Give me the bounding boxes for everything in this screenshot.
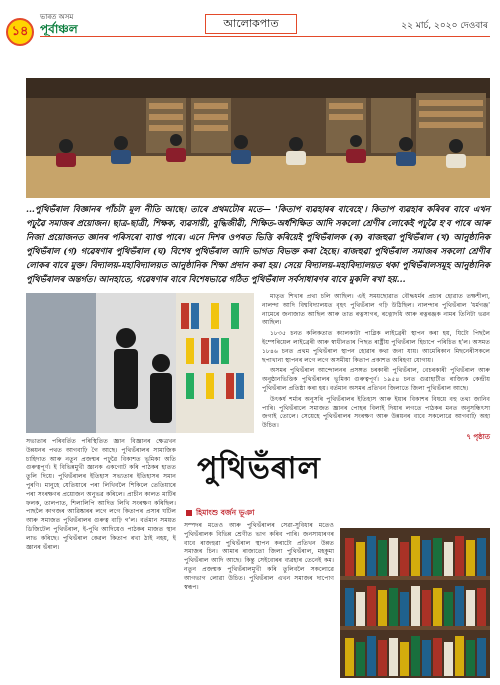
masthead xyxy=(40,14,78,35)
right-paragraph: মাতৃত শিখাৰ প্ৰথা চলি আছিল। এই সময়ছোৱাত বৌদ্ধধৰ্মৰ প্ৰচাৰ হোৱাত তক্ষশীলা, নালন্দা আদি বিশ্ববিদ্যালয়ত বৃহৎ পুথিভঁৰাল গঢ়ি উঠিছিল। নালন্দাৰ পুথিভঁৰাল 'ধৰ্মগঞ্জ' নামেৰে জনাজাত আছিল আৰু তাত ৰত্নসাগৰ, ৰত্নোদধি আৰু ৰত্নৰঞ্জক নামৰ তিনিটা ভৱন আছিল। xyxy=(262,293,490,327)
article-middle-column: সম্পদৰ মতেও আৰু পুথিভঁৰালৰ সেৱা-সুবিধাৰ মতেও পুথিভঁৰালক বিভিন্ন শ্ৰেণীত ভাগ কৰিব পাৰি। জনসাধাৰণৰ বাবে ৰাজহুৱা পুথিভঁৰাল স্থাপন কৰাটো প্ৰতিখন উন্নত সমাজৰ চিন। আমাৰ ৰাজ্যতো জিলা পুথিভঁৰাল, মহকুমা পুথিভঁৰাল আদি আছে। কিন্তু সেইবোৰৰ ব্যৱহাৰ তেনেই কম। নতুন প্ৰজন্মক পুথিভঁৰালমুখী কৰি তুলিবলৈ সকলোৱে আগভাগ লোৱা উচিত। পুথিভঁৰাল এখন সমাজৰ দাপোণ স্বৰূপ। xyxy=(184,522,334,591)
reading-room-illustration xyxy=(26,78,490,198)
section-label: আলোকপাত xyxy=(205,14,297,34)
article-title: পুথিভঁৰাল xyxy=(197,451,321,486)
right-paragraph: ১৮৩৫ চনত কলিকতাত ক্যালকাটা পাব্লিক লাইব্ৰেৰী স্থাপন কৰা হয়, যিটো পিছলৈ ইম্পেৰিয়েল লাইব্ৰেৰী আৰু স্বাধীনতাৰ পিছত ৰাষ্ট্ৰীয় পুথিভঁৰাল হিচাপে পৰিচিত হ'ল। অসমত ১৮৪৬ চনত প্ৰথম পুথিভঁৰাল স্থাপন হোৱাৰ কথা জনা যায়। আমেৰিকান মিছনেৰীসকলে ছপাখানা স্থাপনৰ লগে লগে অসমীয়া কিতাপ প্ৰকাশত অৰিহণা যোগায়। xyxy=(262,330,490,364)
library-shelves-photo xyxy=(340,528,490,678)
brand-main: পূৰ্বাঞ্চল xyxy=(40,22,78,36)
library-reading-room-photo xyxy=(26,78,490,198)
page-number: ১৪ xyxy=(6,18,34,46)
article-left-column: সভ্যতাৰ পৰিবৰ্তিত পৰিস্থিতিত জ্ঞান বিজ্ঞানৰ ক্ষেত্ৰখন উন্নয়নৰ পথত আগবাঢ়ি গৈ আছে। পুথিভঁৰালৰ সামাজিক চাহিদাত আৰু নতুন প্ৰজন্মৰ পঢ়ুৱৈ বিকাশত ভূমিকা অতি গুৰুত্বপূৰ্ণ। ই বিভিন্নমুখী জ্ঞানক একগোট কৰি পাঠকৰ হাতত তুলি দিয়ে। পুথিভঁৰালৰ ইতিহাস সভ্যতাৰ ইতিহাসৰ সমান পুৰণি। মানুহে যেতিয়াৰে পৰা লিখিবলৈ শিকিলে তেতিয়াৰে পৰা সংৰক্ষণৰ প্ৰয়োজন অনুভৱ কৰিলে। প্ৰাচীন কালত মাটিৰ ফলক, তালপাত, শিলালিপি আদিত লিখি সংৰক্ষণ কৰিছিল। পাছলৈ কাগজৰ আৱিষ্কাৰৰ লগে লগে কিতাপৰ প্ৰসাৰ ঘটিল আৰু সমাজত পুথিভঁৰালৰ গুৰুত্ব বাঢ়ি গ'ল। বৰ্তমান সময়ত ডিজিটেল পুথিভঁৰাল, ই-পুথি আদিয়েও পাঠকৰ মাজত স্থান লাভ কৰিছে। পুথিভঁৰাল কেৱল কিতাপ ৰখা ঠাই নহয়, ই জ্ঞানৰ ভঁৰাল। xyxy=(26,438,176,551)
byline-marker-icon xyxy=(186,510,192,516)
top-photo-caption: ...পুথিভঁৰাল বিজ্ঞানৰ পাঁচটা মূল নীতি আছে। তাৰে প্ৰথমটোৰ মতে— 'কিতাপ ব্যৱহাৰৰ বাবেহে'। কিতাপ ব্যৱহাৰ কৰিবৰ বাবে এখন পঢ়ুৱৈ সমাজৰ প্ৰয়োজন। ছাত্ৰ-ছাত্ৰী, শিক্ষক, ব্যৱসায়ী, বুদ্ধিজীৱী, শিক্ষিত-অৰ্ধশিক্ষিত আদি সকলো শ্ৰেণীৰ লোকেই পঢ়ুৱৈ হ'ব পাৰে আৰু নিজা প্ৰয়োজনত জ্ঞানৰ পৰিসৰো ব্যাপ্ত পাৰে। এনে দিশৰ ওপৰত ভিত্তি কৰিয়েই পুথিভঁৰালক (ক) ৰাজহুৱা পুথিভঁৰাল (খ) আনুষ্ঠানিক পুথিভঁৰাল (গ) গৱেষণাৰ পুথিভঁৰাল (ঘ) বিশেষ পুথিভঁৰাল আদি ভাগত বিভক্ত কৰা হৈছে। ৰাজহুৱা পুথিভঁৰাল সমাজৰ সকলো শ্ৰেণীৰ লোকৰ বাবে মুক্ত। বিদ্যালয়-মহাবিদ্যালয়ত আনুষ্ঠানিক শিক্ষা প্ৰদান কৰা হয়। সেয়ে বিদ্যালয়-মহাবিদ্যালয়ত থকা পুথিভঁৰালসমূহ আনুষ্ঠানিক পুথিভঁৰালৰ অন্তৰ্গত। আনহাতে, গৱেষণাৰ বাবে বিশেষভাৱে গঠিত পুথিভঁৰাল সৰ্বসাধাৰণৰ বাবে মুকলি ৰখা হয়... xyxy=(26,205,490,285)
page-header xyxy=(0,0,500,60)
right-paragraph: অসমৰ পুথিভঁৰাল আন্দোলনৰ প্ৰসঙ্গত চৰকাৰী পুথিভঁৰাল, বেচৰকাৰী পুথিভঁৰাল আৰু অনুষ্ঠানভিত্তিক পুথিভঁৰালৰ ভূমিকা গুৰুত্বপূৰ্ণ। ১৯৫৪ চনত গুৱাহাটীত ৰাজ্যিক কেন্দ্ৰীয় পুথিভঁৰাল প্ৰতিষ্ঠা কৰা হয়। বৰ্তমান অসমৰ প্ৰতিখন জিলাতে জিলা পুথিভঁৰাল আছে। xyxy=(262,367,490,392)
library-stacks-photo xyxy=(26,293,254,433)
header-rule xyxy=(40,36,490,37)
brand-small: ভাৰত অসম xyxy=(40,13,74,21)
issue-date: ২২ মাৰ্চ, ২০২০ দেওবাৰ xyxy=(401,21,488,31)
author-name: হিমাংশু বৰ্জন ভূঞা xyxy=(196,508,255,517)
bookshelf-illustration xyxy=(26,293,254,433)
continued-on-page: ৭ পৃষ্ঠাত xyxy=(466,432,490,441)
library-shelves-illustration xyxy=(340,528,490,678)
article-right-column xyxy=(262,293,490,523)
right-paragraph: উৎকৰ্ষ শৰ্মাৰ অনুসৰি পুথিভঁৰালৰ ইতিহাস আৰু ইয়াৰ বিকাশৰ বিষয়ে বহু তথ্য জানিব পাৰি। পুথিভঁৰালে সমাজত জ্ঞানৰ পোহৰ বিলাই দিয়াৰ লগতে পাঠকৰ মনত অনুসন্ধিৎসা জগাই তোলে। সেয়েহে পুথিভঁৰালৰ সংৰক্ষণ আৰু উন্নয়নৰ বাবে সকলোৱে আগবাঢ়ি অহা উচিত। xyxy=(262,395,490,430)
